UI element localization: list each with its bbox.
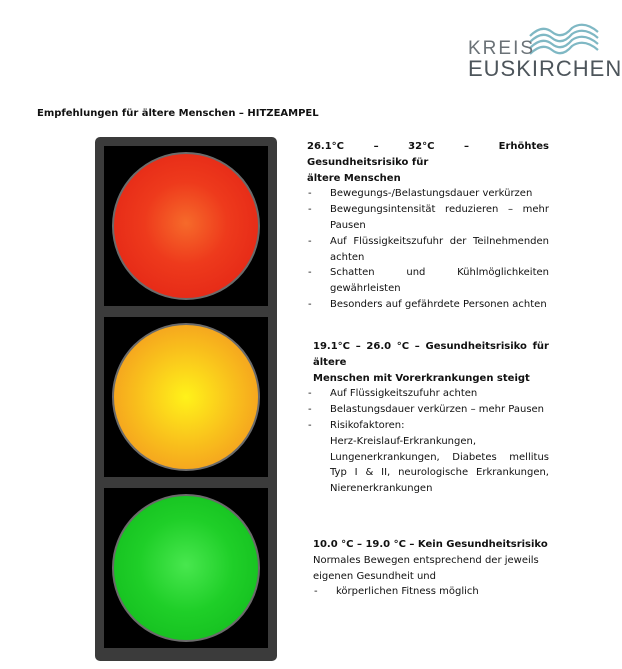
list-item: - körperlichen Fitness möglich — [313, 584, 549, 600]
red-section-list — [307, 186, 549, 312]
list-item: - Belastungsdauer verkürzen – mehr Pausen — [307, 402, 549, 418]
list-item: - Auf Flüssigkeitszufuhr achten — [307, 386, 549, 402]
red-section-heading-line2: ältere Menschen — [307, 172, 401, 184]
red-light — [112, 152, 260, 300]
orange-light — [112, 323, 260, 471]
logo-euskirchen-text: EUSKIRCHEN — [468, 56, 622, 81]
orange-section-heading-line2: Menschen mit Vorerkrankungen steigt — [313, 372, 530, 384]
traffic-light-green-cell — [104, 488, 268, 648]
waves-logo-icon — [528, 22, 600, 56]
green-section-heading: 10.0 °C – 19.0 °C – Kein Gesundheitsrisiko — [313, 539, 548, 550]
green-section — [313, 537, 549, 600]
list-item: - Risikofaktoren: — [307, 418, 549, 434]
orange-section-list — [307, 386, 549, 433]
red-section — [307, 139, 549, 313]
traffic-light — [95, 137, 277, 661]
red-section-heading-line1: 26.1°C – 32°C – Erhöhtes Gesundheitsrisiko für — [307, 141, 549, 168]
list-item: - Bewegungs-/Belastungsdauer verkürzen — [307, 186, 549, 202]
list-item: - Auf Flüssigkeitszufuhr der Teilnehmenden achten — [307, 234, 549, 266]
traffic-light-orange-cell — [104, 317, 268, 477]
list-item: - Bewegungsintensität reduzieren – mehr Pausen — [307, 202, 549, 234]
page-title: Empfehlungen für ältere Menschen – HITZEAMPEL — [37, 108, 319, 119]
orange-section-heading-line1: 19.1°C – 26.0 °C – Gesundheitsrisiko für ältere — [313, 341, 549, 368]
orange-section — [307, 339, 549, 497]
traffic-light-red-cell — [104, 146, 268, 306]
green-section-list — [313, 584, 549, 600]
kreis-euskirchen-logo — [468, 22, 622, 82]
green-light — [112, 494, 260, 642]
risk-factors-text: Herz-Kreislauf-Erkrankungen, Lungenerkrankungen, Diabetes mellitus Typ I & II, neurologische Erkrankungen, Nierenerkrankungen — [330, 435, 549, 495]
logo-kreis-text: KREIS — [468, 38, 536, 59]
green-section-text: Normales Bewegen entsprechend der jeweils eigenen Gesundheit und — [313, 554, 539, 582]
list-item: - Besonders auf gefährdete Personen achten — [307, 297, 549, 313]
list-item: - Schatten und Kühlmöglichkeiten gewährleisten — [307, 265, 549, 297]
